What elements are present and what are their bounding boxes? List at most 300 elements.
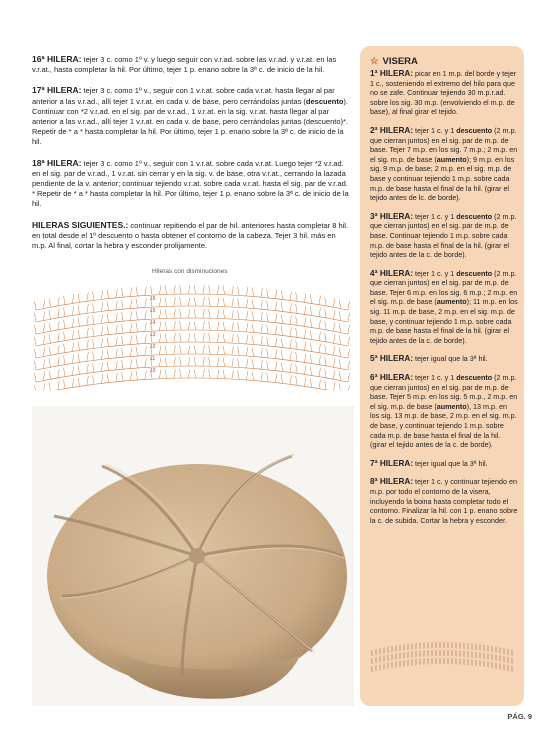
stitch-mark	[232, 298, 234, 307]
stitch-mark	[188, 285, 190, 294]
page-number: PÁG. 9	[507, 712, 532, 721]
stitch-mark	[339, 348, 341, 357]
stitch-mark	[188, 369, 190, 378]
stitch-mark	[267, 349, 269, 358]
stitch-mark	[325, 369, 327, 378]
stitch-mark	[252, 324, 254, 333]
stitch-mark	[136, 323, 138, 332]
stitch-mark	[188, 345, 190, 354]
stitch-mark	[223, 286, 225, 295]
stitch-mark	[290, 363, 292, 372]
stitch-mark	[101, 338, 103, 347]
stitch-mark	[339, 336, 341, 345]
stitch-mark	[290, 303, 292, 312]
stitch-mark	[49, 298, 51, 307]
stitch-mark	[78, 293, 80, 302]
chart-title: Hileras con disminuciones	[152, 268, 228, 275]
stitch-mark	[64, 332, 66, 341]
stitch-mark	[261, 288, 263, 297]
stitch-mark	[145, 370, 147, 379]
stitch-mark	[339, 360, 341, 369]
stitch-mark	[310, 330, 312, 339]
stitch-mark	[72, 354, 74, 363]
stitch-mark	[101, 302, 103, 311]
crochet-hat-image	[32, 406, 354, 706]
stitch-mark	[116, 325, 118, 334]
row-16-instructions: 16ª HILERA: tejer 3 c. como 1º v. y luego seguir con v.r.ad. sobre las v.r.ad. y v.r.at. en las v.r.at., hasta completar la hil. Por último, tejer 1 p. enano sobre la 3ª c. de inicio de la hil.	[32, 54, 337, 75]
stitch-mark	[217, 285, 219, 294]
stitch-mark	[319, 296, 321, 305]
stitch-mark	[339, 300, 341, 309]
stitch-mark	[159, 310, 160, 319]
stitch-mark	[275, 362, 277, 371]
stitch-mark	[238, 322, 240, 331]
stitch-mark	[180, 285, 182, 294]
stitch-mark	[310, 354, 312, 363]
stitch-mark	[348, 325, 350, 334]
stitch-mark	[209, 333, 211, 342]
stitch-mark	[145, 310, 147, 319]
stitch-mark	[238, 334, 240, 343]
stitch-mark	[223, 334, 225, 343]
stitch-mark	[267, 361, 269, 370]
stitch-mark	[174, 357, 176, 366]
stitch-mark	[246, 299, 248, 308]
stitch-mark	[348, 337, 350, 346]
stitch-mark	[116, 373, 118, 382]
stitch-mark	[93, 339, 95, 348]
stitch-mark	[209, 285, 211, 294]
stitch-mark	[217, 369, 219, 378]
stitch-mark	[145, 298, 147, 307]
visor-row-1: 1ª HILERA: picar en 1 m.p. del borde y tejer 1 c., sosteniendo el extremo del hilo para que no se zafe. Continuar tejiendo 30 m.p.r.ad. sobre los sig. 30 m.p. (envolviendo el m.p. de base), al final girar el tejido.	[370, 69, 517, 117]
stitch-mark	[180, 309, 182, 318]
stitch-mark	[203, 333, 205, 342]
stitch-mark	[281, 326, 283, 335]
stitch-mark	[203, 345, 205, 354]
stitch-mark	[136, 287, 138, 296]
stitch-mark	[296, 340, 298, 349]
stitch-mark	[159, 370, 160, 379]
stitch-mark	[217, 357, 219, 366]
stitch-mark	[116, 361, 118, 370]
stitch-mark	[319, 344, 321, 353]
stitch-mark	[209, 297, 211, 306]
stitch-mark	[203, 285, 205, 294]
stitch-mark	[304, 293, 306, 302]
stitch-mark	[130, 324, 132, 333]
stitch-mark	[49, 370, 51, 379]
stitch-mark	[130, 360, 132, 369]
stitch-mark	[145, 286, 147, 295]
stitch-mark	[348, 313, 350, 322]
stitch-mark	[290, 291, 292, 300]
stitch-mark	[319, 380, 321, 389]
stitch-mark	[159, 358, 160, 367]
stitch-mark	[78, 377, 80, 386]
stitch-mark	[304, 365, 306, 374]
stitch-mark	[87, 376, 89, 385]
stitch-mark	[43, 336, 45, 345]
stitch-mark	[122, 312, 124, 321]
stitch-mark	[281, 290, 283, 299]
stitch-mark	[122, 360, 124, 369]
stitch-mark	[43, 384, 45, 390]
stitch-mark	[261, 348, 263, 357]
stitch-mark	[151, 286, 153, 295]
stitch-mark	[72, 330, 74, 339]
stitch-mark	[223, 358, 225, 367]
stitch-mark	[348, 385, 350, 390]
stitch-mark	[261, 336, 263, 345]
stitch-mark	[159, 334, 160, 343]
stitch-mark	[43, 348, 45, 357]
stitch-mark	[333, 334, 335, 343]
stitch-mark	[194, 369, 196, 378]
stitch-mark	[223, 346, 225, 355]
stitch-mark	[290, 315, 292, 324]
stitch-mark	[261, 372, 263, 381]
visor-row-7: 7ª HILERA: tejer igual que la 3ª hil.	[370, 458, 488, 468]
stitch-mark	[180, 333, 182, 342]
stitch-mark	[58, 297, 60, 306]
stitch-mark	[246, 287, 248, 296]
stitch-mark	[136, 371, 138, 380]
stitch-mark	[194, 297, 196, 306]
stitch-mark	[339, 312, 341, 321]
stitch-mark	[348, 301, 350, 310]
stitch-mark	[116, 289, 118, 298]
stitch-mark	[122, 372, 124, 381]
stitch-mark	[180, 345, 182, 354]
stitch-mark	[107, 350, 109, 359]
stitch-mark	[246, 323, 248, 332]
chart-row-number: 12	[150, 344, 156, 350]
stitch-mark	[217, 345, 219, 354]
stitch-mark	[43, 360, 45, 369]
stitch-mark	[203, 369, 205, 378]
stitch-mark	[267, 313, 269, 322]
stitch-mark	[64, 296, 66, 305]
stitch-mark	[49, 334, 51, 343]
stitch-mark	[194, 309, 196, 318]
stitch-mark	[107, 326, 109, 335]
stitch-mark	[252, 312, 254, 321]
stitch-mark	[93, 315, 95, 324]
stitch-mark	[188, 321, 190, 330]
stitch-mark	[107, 374, 109, 383]
stitch-mark	[232, 346, 234, 355]
stitch-mark	[101, 374, 103, 383]
stitch-mark	[267, 337, 269, 346]
stitch-mark	[174, 321, 176, 330]
stitch-mark	[188, 309, 190, 318]
stitch-mark	[232, 334, 234, 343]
stitch-mark	[78, 353, 80, 362]
visor-title: ☆ VISERA	[370, 56, 418, 67]
stitch-mark	[72, 294, 74, 303]
stitch-mark	[325, 297, 327, 306]
stitch-mark	[93, 303, 95, 312]
stitch-mark	[145, 346, 147, 355]
star-icon: ☆	[370, 56, 379, 67]
stitch-mark	[174, 345, 176, 354]
stitch-mark	[107, 302, 109, 311]
stitch-mark	[87, 304, 89, 313]
stitch-mark	[209, 309, 211, 318]
stitch-mark	[325, 381, 327, 390]
stitch-mark	[136, 347, 138, 356]
chart-row-number: 13	[150, 332, 156, 338]
stitch-mark	[165, 345, 167, 354]
stitch-mark	[64, 308, 66, 317]
stitch-mark	[217, 309, 219, 318]
stitch-mark	[238, 310, 240, 319]
stitch-mark	[101, 362, 103, 371]
stitch-mark	[188, 357, 190, 366]
stitch-mark	[122, 348, 124, 357]
stitch-mark	[165, 369, 167, 378]
stitch-mark	[325, 333, 327, 342]
stitch-mark	[107, 290, 109, 299]
stitch-mark	[252, 372, 254, 381]
stitch-mark	[319, 332, 321, 341]
stitch-mark	[296, 376, 298, 385]
stitch-mark	[180, 369, 182, 378]
stitch-mark	[136, 335, 138, 344]
stitch-mark	[232, 322, 234, 331]
chart-row-number: 16	[150, 296, 156, 302]
stitch-mark	[348, 373, 350, 382]
visor-sidebar	[360, 46, 524, 706]
stitch-mark	[252, 336, 254, 345]
stitch-mark	[232, 286, 234, 295]
stitch-mark	[275, 350, 277, 359]
stitch-mark	[261, 324, 263, 333]
stitch-mark	[72, 366, 74, 375]
stitch-mark	[304, 353, 306, 362]
stitch-mark	[232, 310, 234, 319]
stitch-mark	[304, 329, 306, 338]
chart-row-number: 14	[150, 320, 156, 326]
stitch-mark	[87, 328, 89, 337]
stitch-mark	[194, 357, 196, 366]
stitch-mark	[325, 345, 327, 354]
stitch-mark	[217, 297, 219, 306]
visor-row-4: 4ª HILERA: tejer 1 c. y 1 descuento (2 m.p. que cierran juntos) en el sig. par de m.p. de base. Tejer 6 m.p. en los sig. 6 m.p.; 2 m.p. en el sig. m.p. de base (aumento); 11 m.p. en los sig. 11 m.p. de base, 2 m.p. en el sig. m.p. de base, y continuar tejiendo 1 m.p. sobre cada m.p. de base hasta el final de la hil. (girar el tejido antes de la c. de borde).	[370, 268, 518, 345]
stitch-mark	[174, 333, 176, 342]
stitch-mark	[310, 366, 312, 375]
stitch-mark	[49, 382, 51, 390]
stitch-mark	[238, 346, 240, 355]
stitch-mark	[275, 326, 277, 335]
stitch-mark	[87, 316, 89, 325]
stitch-mark	[116, 313, 118, 322]
stitch-mark	[209, 345, 211, 354]
stitch-mark	[58, 345, 60, 354]
stitch-mark	[122, 300, 124, 309]
stitch-mark	[145, 334, 147, 343]
stitch-mark	[116, 301, 118, 310]
stitch-mark	[122, 288, 124, 297]
chart-row-number: 10	[150, 368, 156, 374]
stitch-mark	[165, 333, 167, 342]
stitch-mark	[87, 364, 89, 373]
stitch-mark	[145, 358, 147, 367]
stitch-mark	[290, 327, 292, 336]
stitch-mark	[267, 325, 269, 334]
stitch-mark	[217, 333, 219, 342]
stitch-mark	[252, 348, 254, 357]
stitch-mark	[188, 333, 190, 342]
stitch-mark	[281, 338, 283, 347]
stitch-mark	[304, 377, 306, 386]
visor-row-8: 8ª HILERA: tejer 1 c. y continuar tejiendo en m.p. por todo el contorno de la visera, incluyendo la boina hasta completar todo el contorno. Finalizar la hil. con 1 p. enano sobre la c. de subida. Cortar la hebra y esconder.	[370, 477, 518, 525]
stitch-mark	[232, 358, 234, 367]
stitch-mark	[87, 352, 89, 361]
stitch-mark	[296, 304, 298, 313]
stitch-mark	[35, 361, 37, 370]
stitch-mark	[64, 380, 66, 389]
stitch-mark	[261, 300, 263, 309]
stitch-mark	[107, 338, 109, 347]
stitch-mark	[348, 349, 350, 358]
stitch-mark	[49, 310, 51, 319]
visor-chart	[366, 638, 518, 678]
stitch-mark	[348, 361, 350, 370]
stitch-mark	[194, 345, 196, 354]
stitch-mark	[165, 297, 167, 306]
stitch-mark	[35, 349, 37, 358]
stitch-mark	[267, 373, 269, 382]
stitch-mark	[78, 341, 80, 350]
stitch-mark	[174, 285, 176, 294]
stitch-mark	[333, 346, 335, 355]
stitch-mark	[275, 314, 277, 323]
stitch-mark	[223, 298, 225, 307]
stitch-mark	[194, 321, 196, 330]
stitch-mark	[310, 378, 312, 387]
stitch-mark	[72, 342, 74, 351]
hat-photo	[32, 406, 354, 706]
stitch-mark	[130, 372, 132, 381]
stitch-mark	[43, 300, 45, 309]
stitch-mark	[339, 324, 341, 333]
stitch-mark	[333, 310, 335, 319]
stitch-mark	[122, 336, 124, 345]
stitch-mark	[209, 357, 211, 366]
visor-row-2: 2ª HILERA: tejer 1 c. y 1 descuento (2 m.p. que cierran juntos) en el sig. par de m.p. de base. Tejer 7 m.p. en los sig. 7 m.p.; 2 m.p. en el sig. m.p. de base (aumento); 9 m.p. en los sig. 9 m.p. de base; 2 m.p. en el sig. m.p. de base y continuar tejiendo 1 m.p. sobre cada m.p. de base hasta el final de la hil. (girar el tejido antes de lc. de borde).	[370, 125, 518, 203]
stitch-mark	[136, 299, 138, 308]
instructions-column	[32, 54, 350, 261]
stitch-mark	[325, 357, 327, 366]
stitch-mark	[58, 357, 60, 366]
stitch-mark	[93, 351, 95, 360]
stitch-mark	[58, 381, 60, 390]
stitch-mark	[72, 306, 74, 315]
stitch-mark	[275, 374, 277, 383]
stitch-mark	[35, 373, 37, 382]
stitch-mark	[339, 384, 341, 390]
stitch-mark	[93, 363, 95, 372]
stitch-mark	[223, 310, 225, 319]
stitch-mark	[325, 309, 327, 318]
stitch-mark	[304, 341, 306, 350]
stitch-mark	[304, 317, 306, 326]
following-rows-instructions: HILERAS SIGUIENTES.: continuar repitiendo el par de hil. anteriores hasta completar 8 hil. en total desde el 1º descuento o hasta obtener el contorno de la cabeza. Tejer 3 hil. más en m.p. Al final, cortar la hebra y esconder prolijamente.	[32, 219, 349, 251]
stitch-mark	[49, 358, 51, 367]
stitch-mark	[72, 318, 74, 327]
stitch-mark	[64, 320, 66, 329]
stitch-mark	[290, 339, 292, 348]
stitch-mark	[246, 347, 248, 356]
decrease-rows-chart	[32, 278, 352, 390]
stitch-mark	[246, 371, 248, 380]
stitch-mark	[35, 325, 37, 334]
stitch-mark	[252, 360, 254, 369]
stitch-mark	[165, 309, 167, 318]
stitch-mark	[275, 338, 277, 347]
stitch-mark	[267, 289, 269, 298]
stitch-mark	[281, 350, 283, 359]
visor-row-5: 5ª HILERA: tejer igual que la 3ª hil.	[370, 354, 488, 364]
stitch-mark	[261, 312, 263, 321]
stitch-mark	[246, 359, 248, 368]
stitch-mark	[72, 378, 74, 387]
stitch-mark	[238, 370, 240, 379]
stitch-mark	[333, 298, 335, 307]
stitch-mark	[130, 336, 132, 345]
stitch-mark	[78, 305, 80, 314]
stitch-mark	[58, 333, 60, 342]
stitch-mark	[246, 335, 248, 344]
stitch-mark	[217, 321, 219, 330]
stitch-mark	[64, 368, 66, 377]
stitch-mark	[159, 346, 160, 355]
stitch-mark	[238, 298, 240, 307]
stitch-mark	[122, 324, 124, 333]
stitch-mark	[261, 360, 263, 369]
stitch-mark	[310, 342, 312, 351]
visor-instructions	[370, 56, 518, 534]
stitch-mark	[194, 285, 196, 294]
stitch-mark	[310, 306, 312, 315]
stitch-mark	[43, 312, 45, 321]
stitch-mark	[238, 286, 240, 295]
stitch-mark	[252, 300, 254, 309]
stitch-mark	[209, 321, 211, 330]
stitch-mark	[296, 328, 298, 337]
stitch-mark	[116, 349, 118, 358]
stitch-mark	[35, 337, 37, 346]
stitch-mark	[296, 364, 298, 373]
stitch-mark	[281, 362, 283, 371]
stitch-mark	[101, 314, 103, 323]
stitch-mark	[35, 313, 37, 322]
stitch-mark	[35, 301, 37, 310]
stitch-mark	[296, 292, 298, 301]
stitch-mark	[296, 352, 298, 361]
stitch-mark	[180, 357, 182, 366]
stitch-mark	[194, 333, 196, 342]
stitch-mark	[136, 359, 138, 368]
visor-row-3: 3ª HILERA: tejer 1 c. y 1 descuento (2 m.p. que cierran juntos) en el sig. par de m.p. de base. Continuar tejiendo 1 m.p. sobre cada m.p. de base hasta el final de la hil. (girar el tejido antes de la c. de borde).	[370, 211, 517, 260]
stitch-mark	[87, 340, 89, 349]
stitch-mark	[296, 316, 298, 325]
stitch-mark	[159, 286, 160, 295]
stitch-mark	[180, 321, 182, 330]
stitch-mark	[180, 297, 182, 306]
